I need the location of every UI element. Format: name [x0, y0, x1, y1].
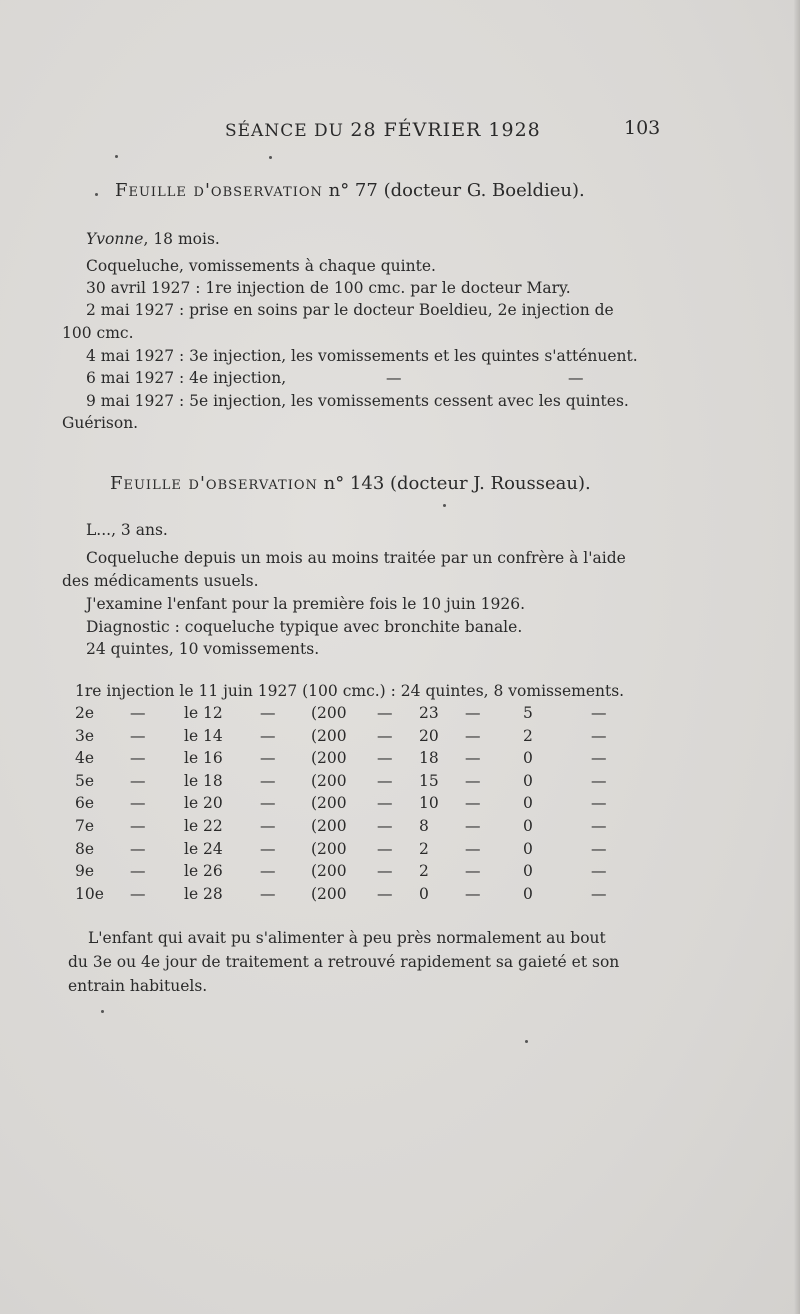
case1-line: 100 cmc. — [62, 324, 134, 342]
ditto-dash: — — [130, 726, 146, 745]
quintes-cell: 2 — [419, 839, 429, 858]
ditto-dash: — — [591, 726, 607, 745]
ditto-dash: — — [130, 839, 146, 858]
case2-heading-label: Feuille d'observation — [110, 473, 318, 494]
quintes-cell: 2 — [419, 862, 429, 881]
quintes-cell: 10 — [419, 794, 439, 813]
day-cell: le 12 — [184, 704, 223, 722]
row-number: 5e — [75, 771, 95, 790]
row-number: 10e — [75, 884, 104, 903]
case1-line: Guérison. — [62, 414, 139, 432]
dose-cell: (200 — [311, 771, 347, 790]
case1-heading-doctor: (docteur G. Boeldieu). — [383, 180, 585, 201]
vomissements-cell: 0 — [523, 884, 533, 903]
vomissements-cell: 0 — [523, 749, 533, 768]
case1-patient-age: , 18 mois. — [143, 230, 220, 248]
ditto-dash: — — [377, 817, 393, 835]
row-number: 3e — [75, 726, 95, 745]
ditto-dash: — — [260, 839, 276, 858]
ditto-dash: — — [377, 884, 393, 903]
case1-patient-name: Yvonne — [86, 230, 144, 248]
ditto-dash: — — [465, 794, 481, 813]
ditto-dash: — — [377, 839, 393, 858]
ditto-dash: — — [260, 771, 276, 790]
dose-cell: (200 — [311, 817, 347, 835]
table-row — [75, 817, 675, 839]
running-title-prefix: SÉANCE DU — [225, 121, 351, 141]
dose-cell: (200 — [311, 884, 347, 903]
ditto-dash: — — [260, 749, 276, 768]
ditto-dash: — — [568, 369, 584, 387]
case2-heading-doctor: (docteur J. Rousseau). — [390, 473, 591, 494]
print-speck — [269, 156, 272, 159]
ditto-dash: — — [591, 862, 607, 881]
print-speck — [101, 1010, 104, 1013]
table-row — [75, 840, 675, 862]
quintes-cell: 23 — [419, 704, 439, 722]
ditto-dash: — — [591, 749, 607, 768]
day-cell: le 28 — [184, 884, 223, 903]
dose-cell: (200 — [311, 862, 347, 881]
table-row — [75, 749, 675, 771]
case1-line: 2 mai 1927 : prise en soins par le docteur Boeldieu, 2e injection de — [86, 301, 614, 319]
print-speck — [95, 193, 98, 196]
ditto-dash: — — [130, 704, 146, 722]
vomissements-cell: 0 — [523, 771, 533, 790]
day-cell: le 24 — [184, 839, 223, 858]
case2-heading — [110, 473, 591, 494]
case2-line: des médicaments usuels. — [62, 572, 259, 590]
table-row — [75, 862, 675, 884]
quintes-cell: 15 — [419, 771, 439, 790]
ditto-dash: — — [465, 839, 481, 858]
table-row — [75, 794, 675, 816]
ditto-dash: — — [377, 704, 393, 722]
case1-line-text: 6 mai 1927 : 4e injection, — [86, 369, 287, 387]
ditto-dash: — — [377, 794, 393, 813]
case2-heading-number: n° 143 — [323, 473, 385, 494]
case2-line: Coqueluche depuis un mois au moins traitée par un confrère à l'aide — [86, 549, 626, 567]
row-number: 8e — [75, 839, 95, 858]
running-title-date: 28 FÉVRIER 1928 — [350, 119, 541, 141]
page-number: 103 — [624, 117, 661, 139]
ditto-dash: — — [591, 884, 607, 903]
ditto-dash: — — [130, 817, 146, 835]
ditto-dash: — — [260, 726, 276, 745]
conclusion-line: entrain habituels. — [68, 977, 208, 995]
ditto-dash: — — [465, 817, 481, 835]
ditto-dash: — — [130, 749, 146, 768]
case1-line — [86, 367, 584, 389]
ditto-dash: — — [465, 884, 481, 903]
print-speck — [443, 504, 446, 507]
ditto-dash: — — [260, 794, 276, 813]
vomissements-cell: 0 — [523, 817, 533, 835]
table-row — [75, 704, 675, 726]
running-header — [0, 115, 800, 145]
ditto-dash: — — [260, 862, 276, 881]
ditto-dash: — — [591, 839, 607, 858]
row-number: 7e — [75, 817, 95, 835]
case1-line: Coqueluche, vomissements à chaque quinte. — [86, 257, 436, 275]
ditto-dash: — — [591, 794, 607, 813]
quintes-cell: 8 — [419, 817, 429, 835]
vomissements-cell: 0 — [523, 862, 533, 881]
ditto-dash: — — [130, 862, 146, 881]
print-speck — [525, 1040, 528, 1043]
ditto-dash: — — [377, 771, 393, 790]
table-row — [75, 885, 675, 907]
row-number: 9e — [75, 862, 95, 881]
ditto-dash: — — [130, 884, 146, 903]
ditto-dash: — — [465, 726, 481, 745]
ditto-dash: — — [377, 726, 393, 745]
ditto-dash: — — [377, 749, 393, 768]
row-number: 2e — [75, 704, 95, 722]
case1-heading-number: n° 77 — [328, 180, 378, 201]
ditto-dash: — — [386, 369, 402, 387]
day-cell: le 22 — [184, 817, 223, 835]
ditto-dash: — — [465, 704, 481, 722]
ditto-dash: — — [260, 884, 276, 903]
dose-cell: (200 — [311, 749, 347, 768]
vomissements-cell: 0 — [523, 794, 533, 813]
table-row — [75, 772, 675, 794]
vomissements-cell: 0 — [523, 839, 533, 858]
case2-patient: L..., 3 ans. — [86, 521, 168, 539]
ditto-dash: — — [591, 704, 607, 722]
quintes-cell: 18 — [419, 749, 439, 768]
vomissements-cell: 2 — [523, 726, 533, 745]
day-cell: le 20 — [184, 794, 223, 813]
ditto-dash: — — [260, 817, 276, 835]
ditto-dash: — — [591, 817, 607, 835]
dose-cell: (200 — [311, 726, 347, 745]
ditto-dash: — — [377, 862, 393, 881]
case1-heading-label: Feuille d'observation — [115, 180, 323, 201]
dose-cell: (200 — [311, 839, 347, 858]
running-title — [225, 119, 541, 141]
conclusion-line: L'enfant qui avait pu s'alimenter à peu près normalement au bout — [88, 929, 606, 947]
row-number: 6e — [75, 794, 95, 813]
case1-line: 9 mai 1927 : 5e injection, les vomissements cessent avec les quintes. — [86, 392, 629, 410]
case2-line: Diagnostic : coqueluche typique avec bronchite banale. — [86, 618, 523, 636]
case1-line: 4 mai 1927 : 3e injection, les vomissements et les quintes s'atténuent. — [86, 347, 638, 365]
ditto-dash: — — [130, 771, 146, 790]
case2-line: J'examine l'enfant pour la première fois le 10 juin 1926. — [86, 595, 526, 613]
vomissements-cell: 5 — [523, 704, 533, 722]
row-number: 4e — [75, 749, 95, 768]
case1-line: 30 avril 1927 : 1re injection de 100 cmc. par le docteur Mary. — [86, 279, 571, 297]
day-cell: le 26 — [184, 862, 223, 881]
dose-cell: (200 — [311, 704, 347, 722]
page-edge-shadow — [794, 0, 800, 1314]
ditto-dash: — — [465, 771, 481, 790]
quintes-cell: 0 — [419, 884, 429, 903]
ditto-dash: — — [260, 704, 276, 722]
ditto-dash: — — [465, 749, 481, 768]
print-speck — [115, 155, 118, 158]
ditto-dash: — — [465, 862, 481, 881]
conclusion-paragraph — [68, 926, 678, 998]
conclusion-line: du 3e ou 4e jour de traitement a retrouvé rapidement sa gaieté et son — [68, 953, 620, 971]
ditto-dash: — — [591, 771, 607, 790]
table-header-row: 1re injection le 11 juin 1927 (100 cmc.) : 24 quintes, 8 vomissements. — [75, 682, 625, 700]
dose-cell: (200 — [311, 794, 347, 813]
case1-patient — [86, 228, 220, 250]
quintes-cell: 20 — [419, 726, 439, 745]
table-row — [75, 727, 675, 749]
day-cell: le 14 — [184, 726, 223, 745]
day-cell: le 16 — [184, 749, 223, 768]
day-cell: le 18 — [184, 771, 223, 790]
case2-line: 24 quintes, 10 vomissements. — [86, 640, 320, 658]
case1-heading — [115, 180, 585, 201]
ditto-dash: — — [130, 794, 146, 813]
